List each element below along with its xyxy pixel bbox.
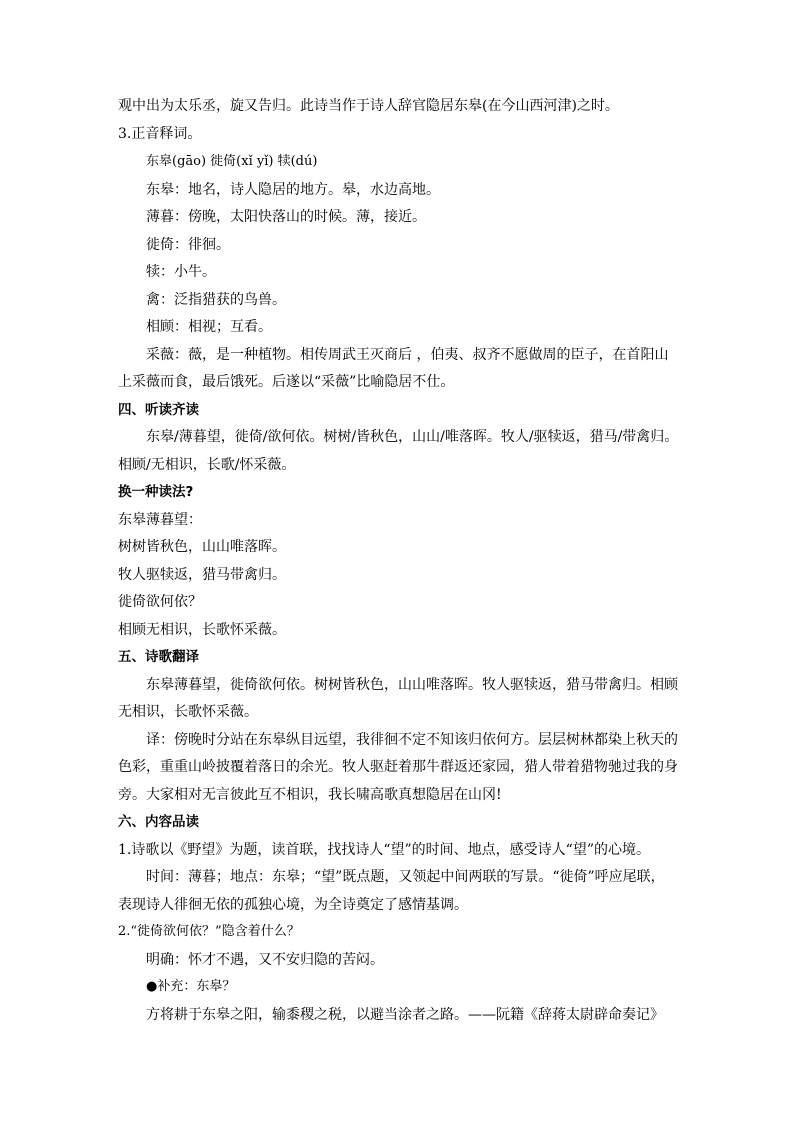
intro-continuation: 观中出为太乐丞，旋又告归。此诗当作于诗人辞官隐居东皋(在今山西河津)之时。 bbox=[118, 98, 619, 114]
alt-reading-heading: 换一种读法? bbox=[118, 484, 194, 500]
translation-line-2: 色彩，重重山岭披覆着落日的余光。牧人驱赶着那牛群返还家园，猎人带着猎物驰过我的身 bbox=[118, 759, 678, 775]
pronunciation-line: 东皋(gāo) 徙倚(xǐ yǐ) 犊(dú) bbox=[146, 154, 318, 169]
gloss-donggao: 东皋：地名，诗人隐居的地方。皋，水边高地。 bbox=[146, 182, 440, 198]
gloss-bomu: 薄暮：傍晚，太阳快落山的时候。薄，接近。 bbox=[146, 209, 426, 225]
alt-reading-line-2: 树树皆秋色，山山唯落晖。 bbox=[118, 539, 286, 555]
section-4-heading: 四、听读齐读 bbox=[118, 402, 199, 418]
gloss-du: 犊：小牛。 bbox=[146, 264, 216, 280]
gloss-caiwei: 采薇：薇，是一种植物。相传周武王灭商后 ，伯夷、叔齐不愿做周的臣子，在首阳山 bbox=[146, 347, 669, 363]
supplement-heading: ●补充：东皋？ bbox=[146, 979, 236, 994]
supplement-quote: 方将耕于东皋之阳，输黍稷之税，以避当涂者之路。——阮籍《辞蒋太尉辟命奏记》 bbox=[146, 1007, 664, 1023]
alt-reading-line-4: 徙倚欲何依？ bbox=[118, 594, 202, 610]
answer-1-line-1: 时间：薄暮；地点：东皋；“望”既点题，又领起中间两联的写景。“徙倚”呼应尾联， bbox=[146, 869, 665, 885]
poem-line-2: 无相识，长歌怀采薇。 bbox=[118, 704, 258, 720]
section-3-heading: 3.正音释词。 bbox=[118, 126, 202, 142]
section-6-heading: 六、内容品读 bbox=[118, 814, 199, 830]
section-5-heading: 五、诗歌翻译 bbox=[118, 649, 199, 665]
gloss-caiwei-continued: 上采薇而食，最后饿死。后遂以“采薇”比喻隐居不仕。 bbox=[118, 374, 455, 390]
answer-2: 明确：怀才不遇，又不安归隐的苦闷。 bbox=[146, 952, 384, 968]
rhythm-reading-line-1: 东皋/薄暮望，徙倚/欲何依。树树/皆秋色，山山/唯落晖。牧人/驱犊返，猎马/带禽归。 bbox=[146, 429, 679, 445]
translation-line-1: 译：傍晚时分站在东皋纵目远望，我徘徊不定不知该归依何方。层层树林都染上秋天的 bbox=[146, 732, 678, 748]
question-1: 1.诗歌以《野望》为题，读首联，找找诗人“望”的时间、地点，感受诗人“望”的心境。 bbox=[118, 842, 650, 858]
gloss-xianggu: 相顾：相视；互看。 bbox=[146, 319, 272, 335]
translation-line-3: 旁。大家相对无言彼此互不相识，我长啸高歌真想隐居在山冈! bbox=[118, 787, 502, 803]
gloss-xiyi: 徙倚：徘徊。 bbox=[146, 237, 230, 253]
alt-reading-line-5: 相顾无相识，长歌怀采薇。 bbox=[118, 622, 286, 638]
alt-reading-line-1: 东皋薄暮望： bbox=[118, 512, 202, 528]
poem-line-1: 东皋薄暮望，徙倚欲何依。树树皆秋色，山山唯落晖。牧人驱犊返，猎马带禽归。相顾 bbox=[146, 677, 678, 693]
rhythm-reading-line-2: 相顾/无相识，长歌/怀采薇。 bbox=[118, 457, 296, 473]
answer-1-line-2: 表现诗人徘徊无依的孤独心境，为全诗奠定了感情基调。 bbox=[118, 897, 468, 913]
question-2: 2.“徙倚欲何依？”隐含着什么？ bbox=[118, 924, 300, 939]
alt-reading-line-3: 牧人驱犊返，猎马带禽归。 bbox=[118, 567, 286, 583]
gloss-qin: 禽：泛指猎获的鸟兽。 bbox=[146, 292, 286, 308]
